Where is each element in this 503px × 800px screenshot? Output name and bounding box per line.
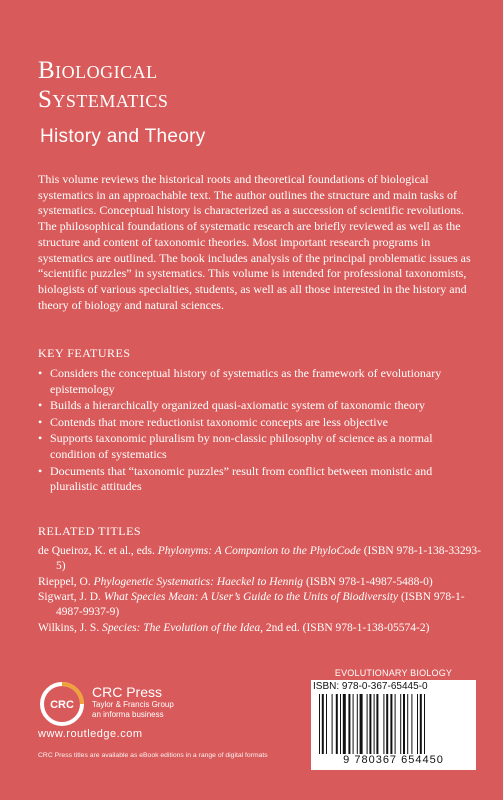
ebook-note: CRC Press titles are available as eBook editions in a range of digital formats — [38, 752, 268, 759]
crc-press-logo-icon — [38, 680, 86, 728]
related-title-extra: (ISBN 978-1-4987-9937-9) — [56, 591, 465, 619]
related-titles-heading: RELATED TITLES — [38, 524, 142, 538]
related-title-item — [38, 590, 483, 620]
related-title-extra: 2nd ed. (ISBN 978-1-138-05574-2) — [265, 621, 430, 634]
related-title-name: Phylonyms: A Companion to the PhyloCode — [157, 545, 361, 557]
logo-text: CRC — [50, 699, 74, 711]
related-titles-list — [38, 544, 483, 637]
barcode-number: 9 780367 654450 — [343, 754, 444, 766]
key-feature-item: • Considers the conceptual history of systematics as the framework of evolutionary epistemology — [38, 366, 478, 397]
barcode-bars-icon — [319, 694, 469, 754]
related-title-author: de Queiroz, K. et al., eds. — [38, 545, 155, 557]
publisher-website: www.routledge.com — [38, 728, 143, 740]
book-title — [38, 56, 168, 114]
key-feature-item: • Builds a hierarchically organized quasi-axiomatic system of taxonomic theory — [38, 398, 478, 414]
subject-category: EVOLUTIONARY BIOLOGY — [334, 668, 453, 678]
related-title-author: Sigwart, J. D. — [38, 591, 101, 604]
related-title-name: Phylogenetic Systematics: Haeckel to Hennig — [93, 575, 304, 588]
publisher-tagline: an informa business — [92, 710, 164, 719]
publisher-block — [92, 684, 174, 720]
key-feature-item: • Documents that “taxonomic puzzles” result from conflict between monistic and pluralistic attitudes — [38, 464, 478, 495]
key-features-list — [38, 366, 478, 496]
related-title-name: What Species Mean: A User’s Guide to the Units of Biodiversity — [103, 591, 399, 604]
book-subtitle: History and Theory — [40, 126, 206, 147]
related-title-author: Wilkins, J. S. — [38, 621, 100, 634]
title-line-1: Biological — [38, 57, 158, 84]
related-title-item — [38, 544, 483, 574]
related-title-name: Species: The Evolution of the Idea, — [102, 621, 264, 634]
related-title-extra: (ISBN 978-1-4987-5488-0) — [305, 575, 433, 588]
title-line-2: Systematics — [38, 86, 169, 113]
publisher-group: Taylor & Francis Group — [92, 700, 174, 709]
isbn-label: ISBN: 978-0-367-65445-0 — [313, 681, 428, 692]
related-title-author: Rieppel, O. — [38, 575, 91, 588]
publisher-name: CRC Press — [92, 684, 163, 700]
related-title-extra: (ISBN 978-1-138-33293-5) — [56, 545, 481, 572]
related-title-item — [38, 621, 483, 636]
description-paragraph: This volume reviews the historical roots and theoretical foundations of biological systematics in an approachable text. The author outlines the structure and main tasks of systematics. Conceptual history is characterized as a succession of scientific revolutions. The philosophical foundations of systematic research are briefly reviewed as well as the structure and content of taxonomic theories. Most important research programs in systematics are outlined. The book includes analysis of the principal problematic issues as “scientific puzzles” in systematics. This volume is intended for professional taxonomists, biologists of various specialties, students, as well as all those interested in the history and theory of biology and natural sciences. — [38, 172, 471, 312]
key-feature-item: • Supports taxonomic pluralism by non-classic philosophy of science as a normal condition of systematics — [38, 431, 478, 462]
related-title-item — [38, 575, 483, 590]
key-features-heading: KEY FEATURES — [38, 346, 131, 360]
key-feature-item: • Contends that more reductionist taxonomic concepts are less objective — [38, 415, 478, 431]
barcode-box — [311, 680, 476, 770]
